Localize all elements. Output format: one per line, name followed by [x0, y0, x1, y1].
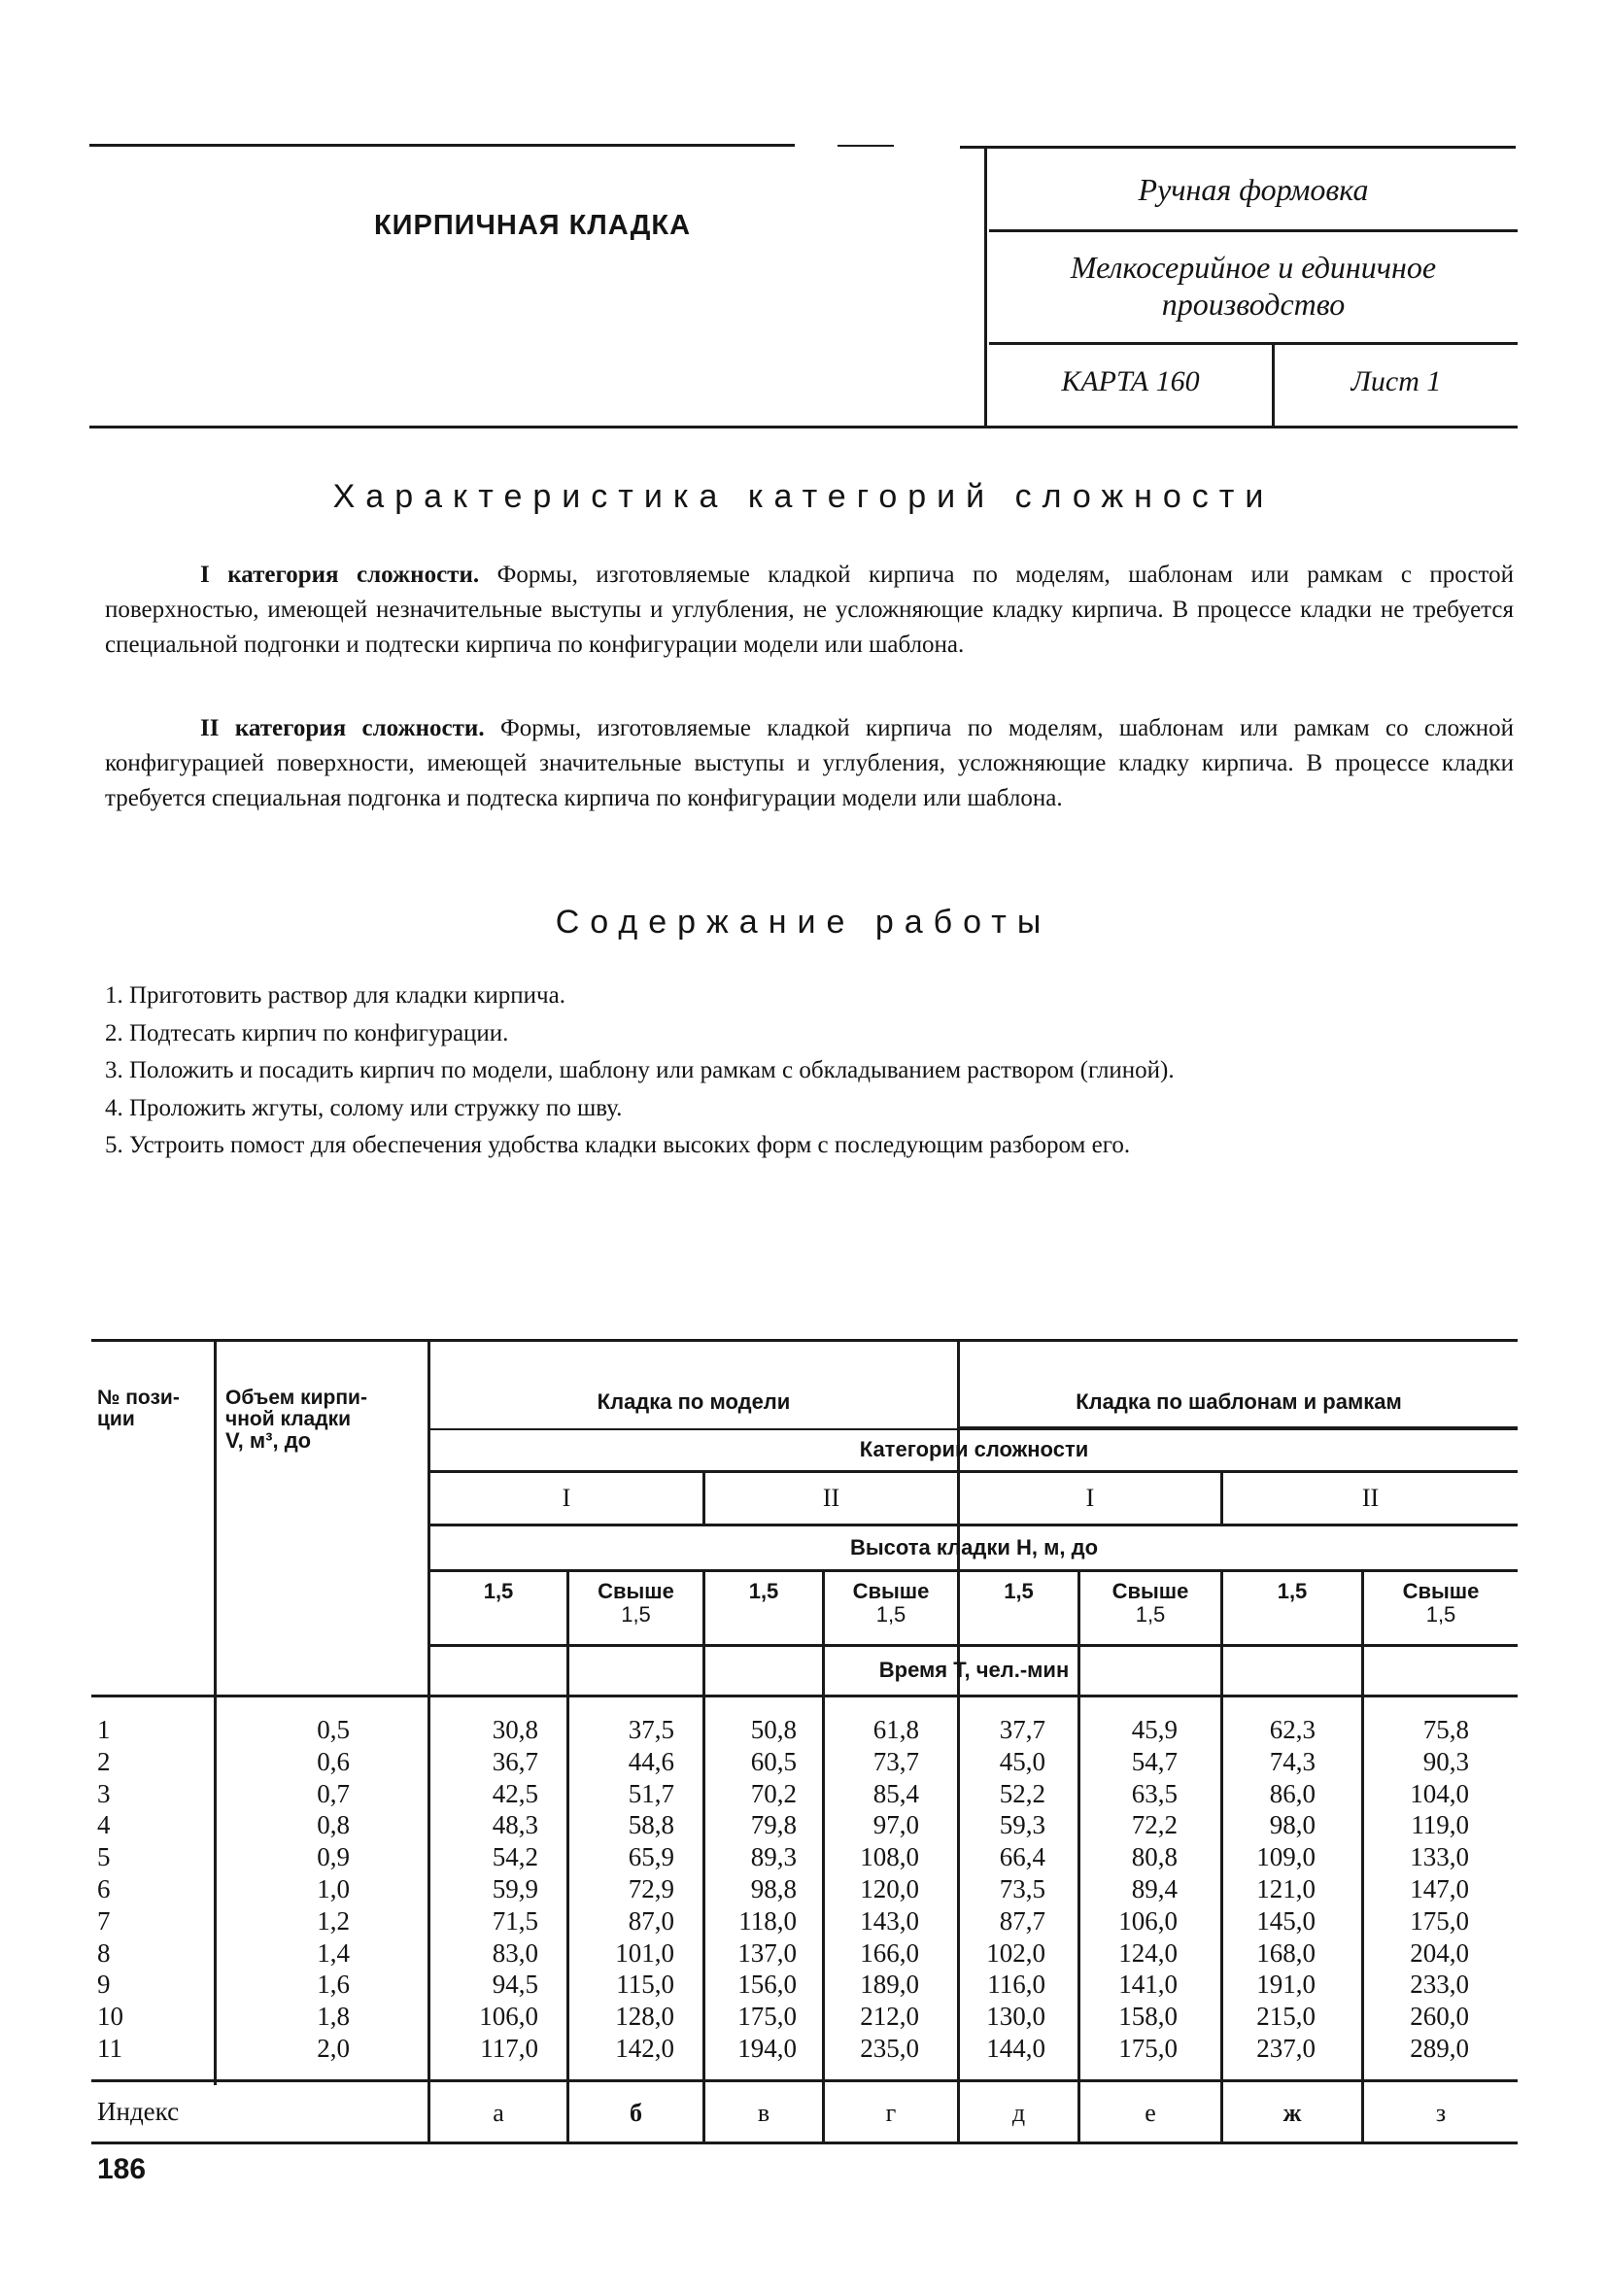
- table-cell: 61,8: [872, 1715, 919, 1744]
- table-cell: 168,0: [1256, 1937, 1316, 1968]
- table-cell: 37,7: [999, 1715, 1045, 1744]
- column-e: [1086, 1714, 1178, 2065]
- table-cell: 98,0: [1269, 1810, 1316, 1840]
- index-z: з: [1435, 2099, 1447, 2127]
- table-cell: 142,0: [615, 2033, 674, 2063]
- table-cell: 237,0: [1256, 2033, 1316, 2063]
- card-number: КАРТА 160: [1061, 365, 1200, 397]
- height-zh: 1,5: [1277, 1579, 1308, 1603]
- above-value: 1,5: [621, 1602, 651, 1627]
- page-number: 186: [97, 2153, 147, 2185]
- table-cell: 128,0: [615, 2002, 674, 2032]
- table-cell: 89,3: [750, 1842, 797, 1872]
- table-cell: 10: [97, 2002, 123, 2032]
- category-2-label: II категория сложности.: [200, 715, 485, 741]
- index-v: в: [757, 2099, 770, 2127]
- table-cell: 124,0: [1118, 1937, 1178, 1968]
- table-cell: 137,0: [737, 1937, 797, 1968]
- group-template-header: Кладка по шаблонам и рамкам: [1076, 1389, 1402, 1414]
- table-cell: 102,0: [986, 1937, 1045, 1968]
- col-volume-line3: V, м³, до: [225, 1428, 312, 1453]
- work-step: 2. Подтесать кирпич по конфигурации.: [105, 1019, 509, 1046]
- col-volume-line2: чной кладки: [225, 1408, 351, 1430]
- table-cell: 2: [97, 1746, 111, 1776]
- table-cell: 45,9: [1131, 1715, 1178, 1744]
- table-cell: 4: [97, 1810, 111, 1840]
- table-cell: 62,3: [1269, 1715, 1316, 1744]
- table-cell: 156,0: [737, 1970, 797, 2000]
- table-cell: 6: [97, 1873, 111, 1903]
- col-volume-header: [225, 1388, 420, 1452]
- time-header: Время Т, чел.-мин: [878, 1658, 1070, 1682]
- table-cell: 8: [97, 1937, 111, 1968]
- index-d: д: [1011, 2099, 1026, 2127]
- complexity-header: Категории сложности: [859, 1437, 1089, 1461]
- table-cell: 147,0: [1410, 1873, 1469, 1903]
- category-2-paragraph: [105, 711, 1514, 816]
- table-cell: 175,0: [1118, 2033, 1178, 2063]
- table-cell: 51,7: [628, 1778, 674, 1808]
- table-cell: 144,0: [986, 2033, 1045, 2063]
- table-cell: 1,2: [317, 1905, 350, 1936]
- table-cell: 1,6: [317, 1970, 350, 2000]
- table-cell: 63,5: [1131, 1778, 1178, 1808]
- production-type: Мелкосерийное и единичное производство: [1070, 250, 1437, 322]
- column-zh: [1226, 1714, 1316, 2065]
- work-steps-list: [105, 977, 1523, 1165]
- work-step: 1. Приготовить раствор для кладки кирпича.: [105, 982, 565, 1009]
- table-cell: 73,7: [872, 1746, 919, 1776]
- forming-method: Ручная формовка: [1138, 172, 1369, 207]
- table-cell: 106,0: [479, 2002, 538, 2032]
- index-b: б: [630, 2099, 642, 2127]
- table-cell: 141,0: [1118, 1970, 1178, 2000]
- table-cell: 1: [97, 1715, 111, 1744]
- table-cell: 1,4: [317, 1937, 350, 1968]
- height-a: 1,5: [483, 1579, 514, 1603]
- table-cell: 52,2: [999, 1778, 1045, 1808]
- table-cell: 189,0: [860, 1970, 919, 2000]
- table-cell: 166,0: [860, 1937, 919, 1968]
- above-value: 1,5: [875, 1602, 906, 1627]
- table-cell: 260,0: [1410, 2002, 1469, 2032]
- table-cell: 90,3: [1422, 1746, 1469, 1776]
- category-1-paragraph: [105, 558, 1514, 663]
- category-1-text: Формы, изготовляемые кладкой кирпича по моделям, шаблонам или рамкам с простой поверхностью, имеющей незначительные выступы и углубления, не усложняющие кладку кирпича. В процессе кладки не требуется специальной подгонки и подтески кирпича по конфигурации модели или шаблона.: [105, 562, 1515, 658]
- cat-template-ii: II: [1361, 1484, 1380, 1512]
- work-step: 5. Устроить помост для обеспечения удобства кладки высоких форм с последующим разбором его.: [105, 1132, 1131, 1158]
- table-cell: 212,0: [860, 2002, 919, 2032]
- column-a: [437, 1714, 538, 2065]
- table-cell: 59,3: [999, 1810, 1045, 1840]
- table-cell: 36,7: [492, 1746, 538, 1776]
- table-cell: 143,0: [860, 1905, 919, 1936]
- table-cell: 120,0: [860, 1873, 919, 1903]
- above-value: 1,5: [1135, 1602, 1166, 1627]
- table-cell: 74,3: [1269, 1746, 1316, 1776]
- table-cell: 106,0: [1118, 1905, 1178, 1936]
- table-cell: 289,0: [1410, 2033, 1469, 2063]
- table-cell: 85,4: [872, 1778, 919, 1808]
- table-cell: 0,8: [317, 1810, 350, 1840]
- table-cell: 117,0: [480, 2033, 538, 2063]
- section-title: КИРПИЧНАЯ КЛАДКА: [373, 210, 692, 241]
- above-label: Свыше: [598, 1579, 674, 1603]
- table-cell: 65,9: [628, 1842, 674, 1872]
- table-cell: 145,0: [1256, 1905, 1316, 1936]
- index-label: Индекс: [97, 2097, 180, 2126]
- table-cell: 86,0: [1269, 1778, 1316, 1808]
- table-cell: 233,0: [1410, 1970, 1469, 2000]
- table-cell: 98,8: [750, 1873, 797, 1903]
- table-cell: 2,0: [317, 2033, 350, 2063]
- table-cell: 109,0: [1256, 1842, 1316, 1872]
- col-volume-line1: Объем кирпи-: [225, 1387, 367, 1409]
- table-cell: 45,0: [999, 1746, 1045, 1776]
- table-cell: 48,3: [492, 1810, 538, 1840]
- table-cell: 130,0: [986, 2002, 1045, 2032]
- table-cell: 133,0: [1410, 1842, 1469, 1872]
- height-d: 1,5: [1004, 1579, 1034, 1603]
- table-cell: 108,0: [860, 1842, 919, 1872]
- table-cell: 194,0: [737, 2033, 797, 2063]
- table-cell: 5: [97, 1842, 111, 1872]
- table-cell: 42,5: [492, 1778, 538, 1808]
- table-cell: 1,0: [317, 1873, 350, 1903]
- table-cell: 72,2: [1131, 1810, 1178, 1840]
- height-z: [1364, 1572, 1518, 1652]
- table-cell: 44,6: [628, 1746, 674, 1776]
- table-cell: 104,0: [1410, 1778, 1469, 1808]
- table-cell: 79,8: [750, 1810, 797, 1840]
- table-cell: 119,0: [1411, 1810, 1469, 1840]
- table-cell: 0,7: [317, 1778, 350, 1808]
- table-cell: 72,9: [628, 1873, 674, 1903]
- table-cell: 89,4: [1131, 1873, 1178, 1903]
- table-cell: 115,0: [616, 1970, 674, 2000]
- column-z: [1370, 1714, 1469, 2065]
- column-d: [960, 1714, 1045, 2065]
- table-cell: 87,7: [999, 1905, 1045, 1936]
- table-cell: 0,5: [317, 1715, 350, 1744]
- cat-model-ii: II: [822, 1484, 840, 1512]
- table-cell: 204,0: [1410, 1937, 1469, 1968]
- table-cell: 59,9: [492, 1873, 538, 1903]
- cat-model-i: I: [562, 1484, 571, 1512]
- table-cell: 9: [97, 1970, 111, 2000]
- table-cell: 3: [97, 1778, 111, 1808]
- categories-heading: Характеристика категорий сложности: [332, 478, 1275, 515]
- above-value: 1,5: [1425, 1602, 1456, 1627]
- table-cell: 50,8: [750, 1715, 797, 1744]
- table-cell: 118,0: [738, 1905, 797, 1936]
- volumes-column: [253, 1714, 350, 2065]
- table-cell: 94,5: [492, 1970, 538, 2000]
- table-cell: 175,0: [737, 2002, 797, 2032]
- table-cell: 60,5: [750, 1746, 797, 1776]
- col-position-header: № пози- ции: [97, 1387, 180, 1430]
- index-g: г: [885, 2099, 897, 2127]
- table-cell: 83,0: [492, 1937, 538, 1968]
- index-e: е: [1145, 2099, 1156, 2127]
- sheet-number: Лист 1: [1351, 365, 1442, 397]
- height-b: [569, 1572, 702, 1652]
- column-b: [573, 1714, 674, 2065]
- table-cell: 54,2: [492, 1842, 538, 1872]
- table-cell: 70,2: [750, 1778, 797, 1808]
- work-content-heading: Содержание работы: [555, 904, 1052, 941]
- table-cell: 116,0: [987, 1970, 1045, 2000]
- table-cell: 7: [97, 1905, 111, 1936]
- index-a: а: [493, 2099, 504, 2127]
- table-cell: 1,8: [317, 2002, 350, 2032]
- above-label: Свыше: [1402, 1579, 1480, 1603]
- table-cell: 66,4: [999, 1842, 1045, 1872]
- table-cell: 73,5: [999, 1873, 1045, 1903]
- height-g: [825, 1572, 957, 1652]
- table-cell: 11: [97, 2033, 122, 2063]
- above-label: Свыше: [852, 1579, 930, 1603]
- table-cell: 37,5: [628, 1715, 674, 1744]
- column-v: [709, 1714, 797, 2065]
- table-cell: 215,0: [1256, 2002, 1316, 2032]
- height-v: 1,5: [748, 1579, 779, 1603]
- table-cell: 80,8: [1131, 1842, 1178, 1872]
- group-model-header: Кладка по модели: [597, 1389, 791, 1414]
- table-cell: 87,0: [628, 1905, 674, 1936]
- height-header: Высота кладки Н, м, до: [849, 1535, 1099, 1559]
- table-cell: 58,8: [628, 1810, 674, 1840]
- table-cell: 101,0: [615, 1937, 674, 1968]
- table-cell: 97,0: [872, 1810, 919, 1840]
- table-cell: 121,0: [1256, 1873, 1316, 1903]
- above-label: Свыше: [1111, 1579, 1189, 1603]
- cat-template-i: I: [1085, 1484, 1095, 1512]
- table-cell: 71,5: [492, 1905, 538, 1936]
- table-cell: 0,6: [317, 1746, 350, 1776]
- table-cell: 235,0: [860, 2033, 919, 2063]
- work-step: 3. Положить и посадить кирпич по модели, шаблону или рамкам с обкладыванием раствором (глиной).: [105, 1057, 1175, 1083]
- category-1-label: I категория сложности.: [200, 562, 480, 588]
- column-g: [828, 1714, 919, 2065]
- work-step: 4. Проложить жгуты, солому или стружку по шву.: [105, 1094, 623, 1121]
- index-zh: ж: [1282, 2099, 1302, 2127]
- table-cell: 158,0: [1118, 2002, 1178, 2032]
- table-cell: 175,0: [1410, 1905, 1469, 1936]
- table-cell: 54,7: [1131, 1746, 1178, 1776]
- table-cell: 191,0: [1256, 1970, 1316, 2000]
- table-cell: 0,9: [317, 1842, 350, 1872]
- category-2-text: Формы, изготовляемые кладкой кирпича по моделям, шаблонам или рамкам со сложной конфигурацией поверхности, имеющей значительные выступы и углубления, усложняющие кладку кирпича. В процессе кладки требуется специальная подгонка и подтеска кирпича по конфигурации модели или шаблона.: [105, 715, 1515, 811]
- table-cell: 75,8: [1422, 1715, 1469, 1744]
- height-e: [1080, 1572, 1220, 1652]
- positions-column: [97, 1714, 175, 2065]
- table-cell: 30,8: [492, 1715, 538, 1744]
